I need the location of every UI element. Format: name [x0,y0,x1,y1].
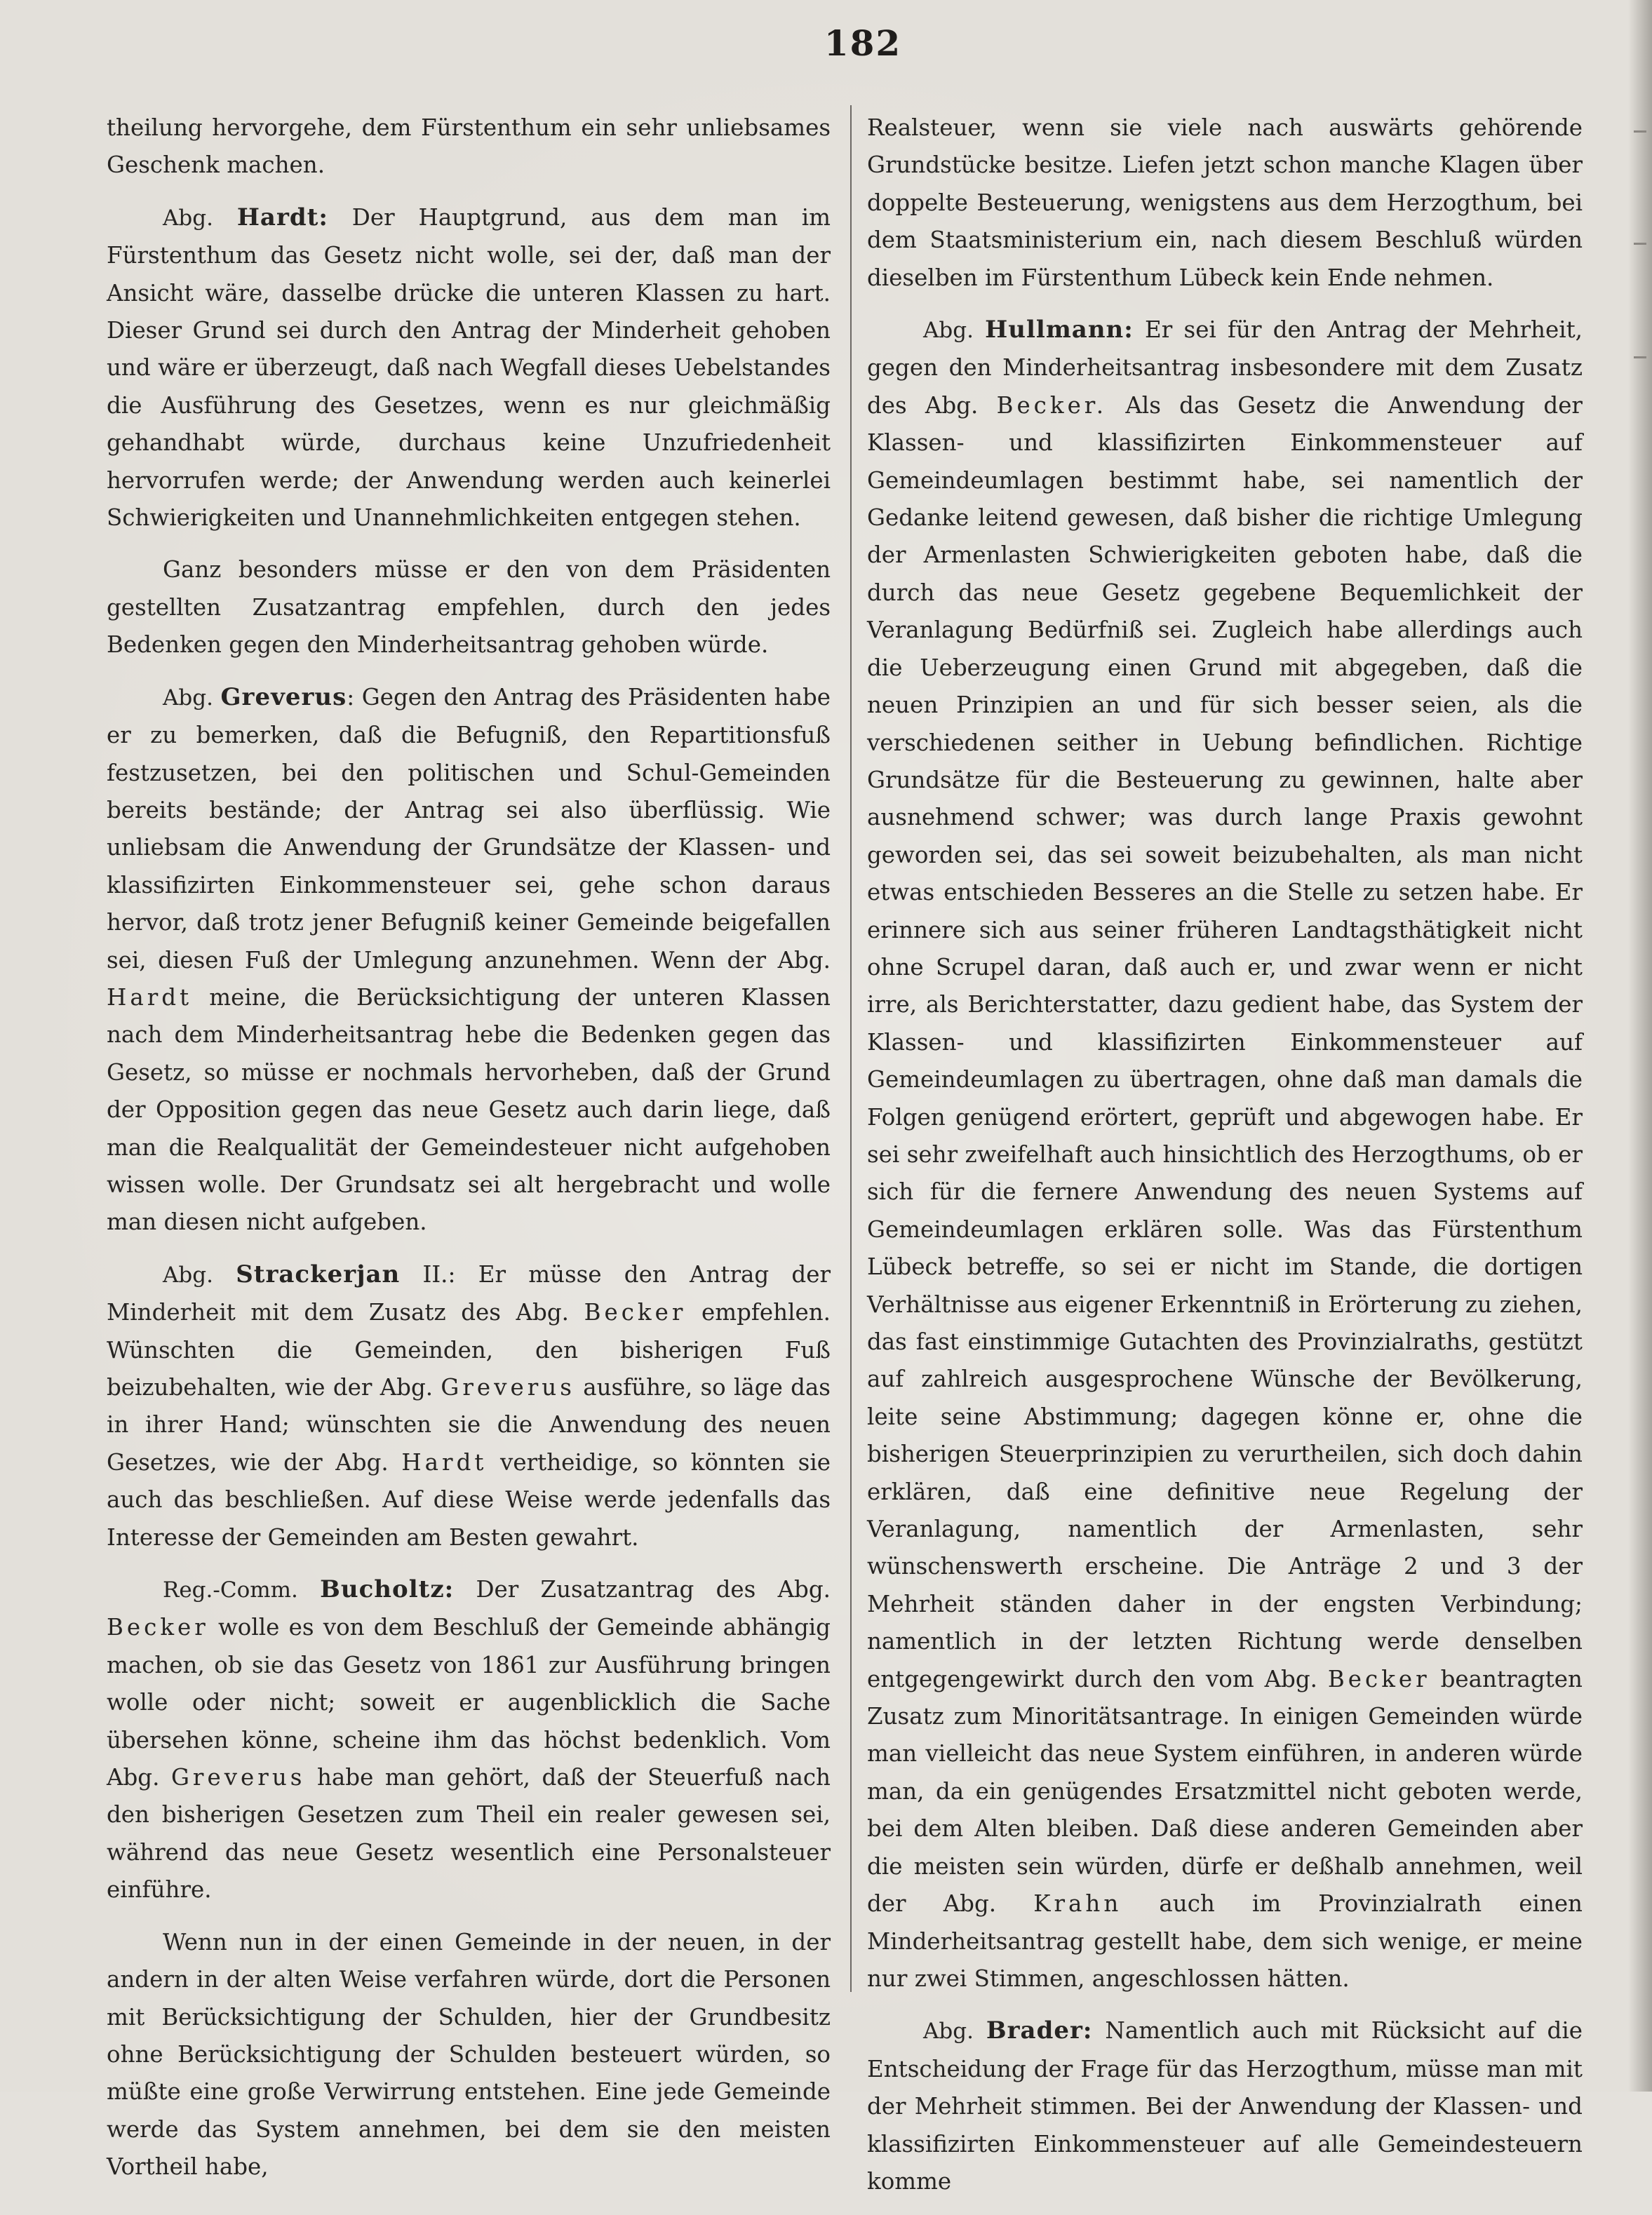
referenced-name: Krahn [1033,1890,1122,1918]
speech-paragraph [107,1256,831,1556]
speaker-title: Reg.-Comm. [163,1577,298,1603]
speaker-name: Strackerjan [236,1260,401,1288]
page-edge-shadow [1628,0,1652,2092]
paragraph-text: beantragten Zusatz zum Minoritätsantrage. In einigen Gemeinden würde man vielleicht das neue System einführen, in anderen würde man, da ein genügendes Ersatzmittel nicht geboten werde, bei dem Alten bleiben. Daß diese anderen Gemeinden aber die meisten sein würden, dürfe er deßhalb annehmen, weil der Abg. [867,1665,1583,1918]
paragraph-text: Ganz besonders müsse er den von dem Präsidenten gestellten Zusatzantrag empfehlen, durch den jedes Bedenken gegen den Minderheitsantrag gehoben würde. [107,556,831,659]
right-column [867,109,1583,2215]
paragraph-text: Der Hauptgrund, aus dem man im Fürstenthum das Gesetz nicht wolle, sei der, daß man der Ansicht wäre, dasselbe drücke die unteren Klassen zu hart. Dieser Grund sei durch den Antrag der Minderheit gehoben und wäre er überzeugt, daß nach Wegfall dieses Uebelstandes die Ausführung des Gesetzes, wenn es nur gleichmäßig gehandhabt würde, durchaus keine Unzufriedenheit hervorrufen werde; der Anwendung werden auch keinerlei Schwierigkeiten und Unannehmlichkeiten entgegen stehen. [107,203,831,532]
speech-paragraph [867,311,1583,1998]
referenced-name: Becker [1327,1665,1430,1692]
referenced-name: Greverus [441,1374,575,1401]
speaker-name: Hardt: [236,203,328,231]
speaker-name: Bucholtz: [320,1575,455,1604]
referenced-name: Becker [584,1299,687,1326]
speaker-name: Hullmann: [985,316,1134,344]
bleed-through-mark [1634,356,1646,358]
bleed-through-mark [1634,130,1646,133]
paragraph-text: theilung hervorgehe, dem Fürstenthum ein sehr unliebsames Geschenk machen. [107,114,831,179]
paragraph-text: habe man gehört, daß der Steuerfuß nach den bisherigen Gesetzen zum Theil ein realer gewesen sei, während das neue Gesetz wesentlich eine Personalsteuer einführe. [107,1764,831,1904]
speaker-title: Abg. [163,685,213,711]
paragraph [107,1924,831,2186]
paragraph-text: Er sei für den Antrag der Mehrheit, gegen den Minderheitsantrag insbesondere mit dem Zusatz des Abg. [867,316,1583,419]
left-column [107,109,831,2201]
referenced-name: Greverus [170,1764,306,1791]
paragraph-text: Der Zusatzantrag des Abg. [476,1576,831,1603]
bleed-through-mark [1634,243,1646,245]
speech-paragraph [107,679,831,1241]
paragraph-text: ausführe, so läge das in ihrer Hand; wünschten sie die Anwendung des neuen Gesetzes, wie der Abg. [107,1374,831,1476]
speaker-title: Abg. [923,318,974,344]
speech-paragraph [107,1571,831,1909]
paragraph [107,109,831,184]
paragraph-text: Realsteuer, wenn sie viele nach auswärts gehörende Grundstücke besitze. Liefen jetzt schon manche Klagen über doppelte Besteuerung, wenigstens aus dem Herzogthum, bei dem Staatsministerium ein, nach diesem Beschluß würden dieselben im Fürstenthum Lübeck kein Ende nehmen. [867,114,1583,291]
speaker-title: Abg. [923,2019,974,2045]
speaker-name: Greverus [220,682,347,711]
page-number: 182 [824,22,902,64]
paragraph [107,551,831,664]
referenced-name: Becker [107,1614,209,1641]
paragraph-text: Er müsse den Antrag der Minderheit mit dem Zusatz des Abg. [107,1260,831,1326]
referenced-name: Hardt [107,983,193,1011]
referenced-name: Becker. [996,391,1108,419]
paragraph-text: wolle es von dem Beschluß der Gemeinde abhängig machen, ob sie das Gesetz von 1861 zur Ausführung bringen wolle oder nicht; soweit er augenblicklich die Sache übersehen könne, scheine ihm das höchst bedenklich. Vom Abg. [107,1614,831,1791]
speech-paragraph [107,199,831,537]
paragraph-text: Wenn nun in der einen Gemeinde in der neuen, in der andern in der alten Weise verfahren würde, dort die Personen mit Berücksichtigung der Schulden, hier der Grundbesitz ohne Berücksichtigung der Schulden besteuert würden, so müßte eine große Verwirrung entstehen. Eine jede Gemeinde werde das System annehmen, bei dem sie den meisten Vortheil habe, [107,1928,831,2181]
paragraph-text: empfehlen. Wünschten die Gemeinden, den bisherigen Fuß beizubehalten, wie der Abg. [107,1299,831,1401]
paragraph-text: Als das Gesetz die Anwendung der Klassen- und klassifizirten Einkommensteuer auf Gemeindeumlagen bestimmt habe, sei namentlich der Gedanke leitend gewesen, daß bisher die richtige Umlegung der Armenlasten Schwierigkeiten geboten habe, daß die durch das neue Gesetz gegebene Bequemlichkeit der Veranlagung Bedürfniß sei. Zugleich habe allerdings auch die Ueberzeugung einen Grund mit abgegeben, daß die neuen Prinzipien an und für sich besser seien, als die verschiedenen seither in Uebung befindlichen. Richtige Grundsätze für die Besteuerung zu gewinnen, halte aber ausnehmend schwer; was durch lange Praxis gewohnt geworden sei, das sei soweit beizubehalten, als man nicht etwas entschieden Besseres an die Stelle zu setzen habe. Er erinnere sich aus seiner früheren Landtagsthätigkeit nicht ohne Scrupel daran, daß auch er, und zwar wenn er nicht irre, als Berichterstatter, dazu gedient habe, das System der Klassen- und klassifizirten Einkommensteuer auf Gemeindeumlagen zu übertragen, ohne daß man damals die Folgen genügend erörtert, geprüft und abgewogen habe. Er sei sehr zweifelhaft auch hinsichtlich des Herzogthums, ob er sich für die fernere Anwendung des neuen Systems auf Gemeindeumlagen erklären solle. Was das Fürstenthum Lübeck betreffe, so sei er nicht im Stande, die dortigen Verhältnisse aus eigener Erkenntniß in Erörterung zu ziehen, das fast einstimmige Gutachten des Provinzialraths, gestützt auf zahlreich ausgesprochene Wünsche der Bevölkerung, leite seine Abstimmung; dagegen könne er, ohne die bisherigen Steuerprinzipien zu verurtheilen, sich doch dahin erklären, daß eine definitive neue Regelung der Veranlagung, namentlich der Armenlasten, sehr wünschenswerth erscheine. Die Anträge 2 und 3 der Mehrheit ständen daher in der engsten Verbindung; namentlich in der letzten Richtung werde denselben entgegengewirkt durch den vom Abg. [867,391,1583,1692]
column-divider [850,105,852,1992]
paragraph-text: Namentlich auch mit Rücksicht auf die Entscheidung der Frage für das Herzogthum, müsse man mit der Mehrheit stimmen. Bei der Anwendung der Klassen- und klassifizirten Einkommensteuer auf alle Gemeindesteuern komme [867,2017,1583,2195]
speaker-title: Abg. [163,205,213,231]
speech-paragraph [867,2012,1583,2200]
paragraph [867,109,1583,297]
paragraph-text: meine, die Berücksichtigung der unteren Klassen nach dem Minderheitsantrag hebe die Bedenken gegen das Gesetz, so müsse er nochmals hervorheben, daß der Grund der Opposition gegen das neue Gesetz auch darin liege, daß man die Realqualität der Gemeindesteuer nicht aufgehoben wissen wolle. Der Grundsatz sei alt hergebracht und wolle man diesen nicht aufgeben. [107,983,831,1236]
paragraph-text: auch im Provinzialrath einen Minderheitsantrag gestellt habe, dem sich wenige, er meine nur zwei Stimmen, angeschlossen hätten. [867,1890,1583,1992]
referenced-name: Hardt [401,1448,488,1476]
paragraph-text: vertheidige, so könnten sie auch das beschließen. Auf diese Weise werde jedenfalls das Interesse der Gemeinden am Besten gewahrt. [107,1448,831,1551]
speaker-name: Brader: [986,2017,1093,2045]
speaker-title: Abg. [163,1262,213,1288]
paragraph-text: : Gegen den Antrag des Präsidenten habe er zu bemerken, daß die Befugniß, den Repartitionsfuß festzusetzen, bei den politischen und Schul-Gemeinden bereits bestände; der Antrag sei also überflüssig. Wie unliebsam die Anwendung der Grundsätze der Klassen- und klassifizirten Einkommensteuer sei, gehe schon daraus hervor, daß trotz jener Befugniß keiner Gemeinde beigefallen sei, diesen Fuß der Umlegung anzunehmen. Wenn der Abg. [107,683,831,974]
speaker-suffix: II.: [422,1260,456,1288]
